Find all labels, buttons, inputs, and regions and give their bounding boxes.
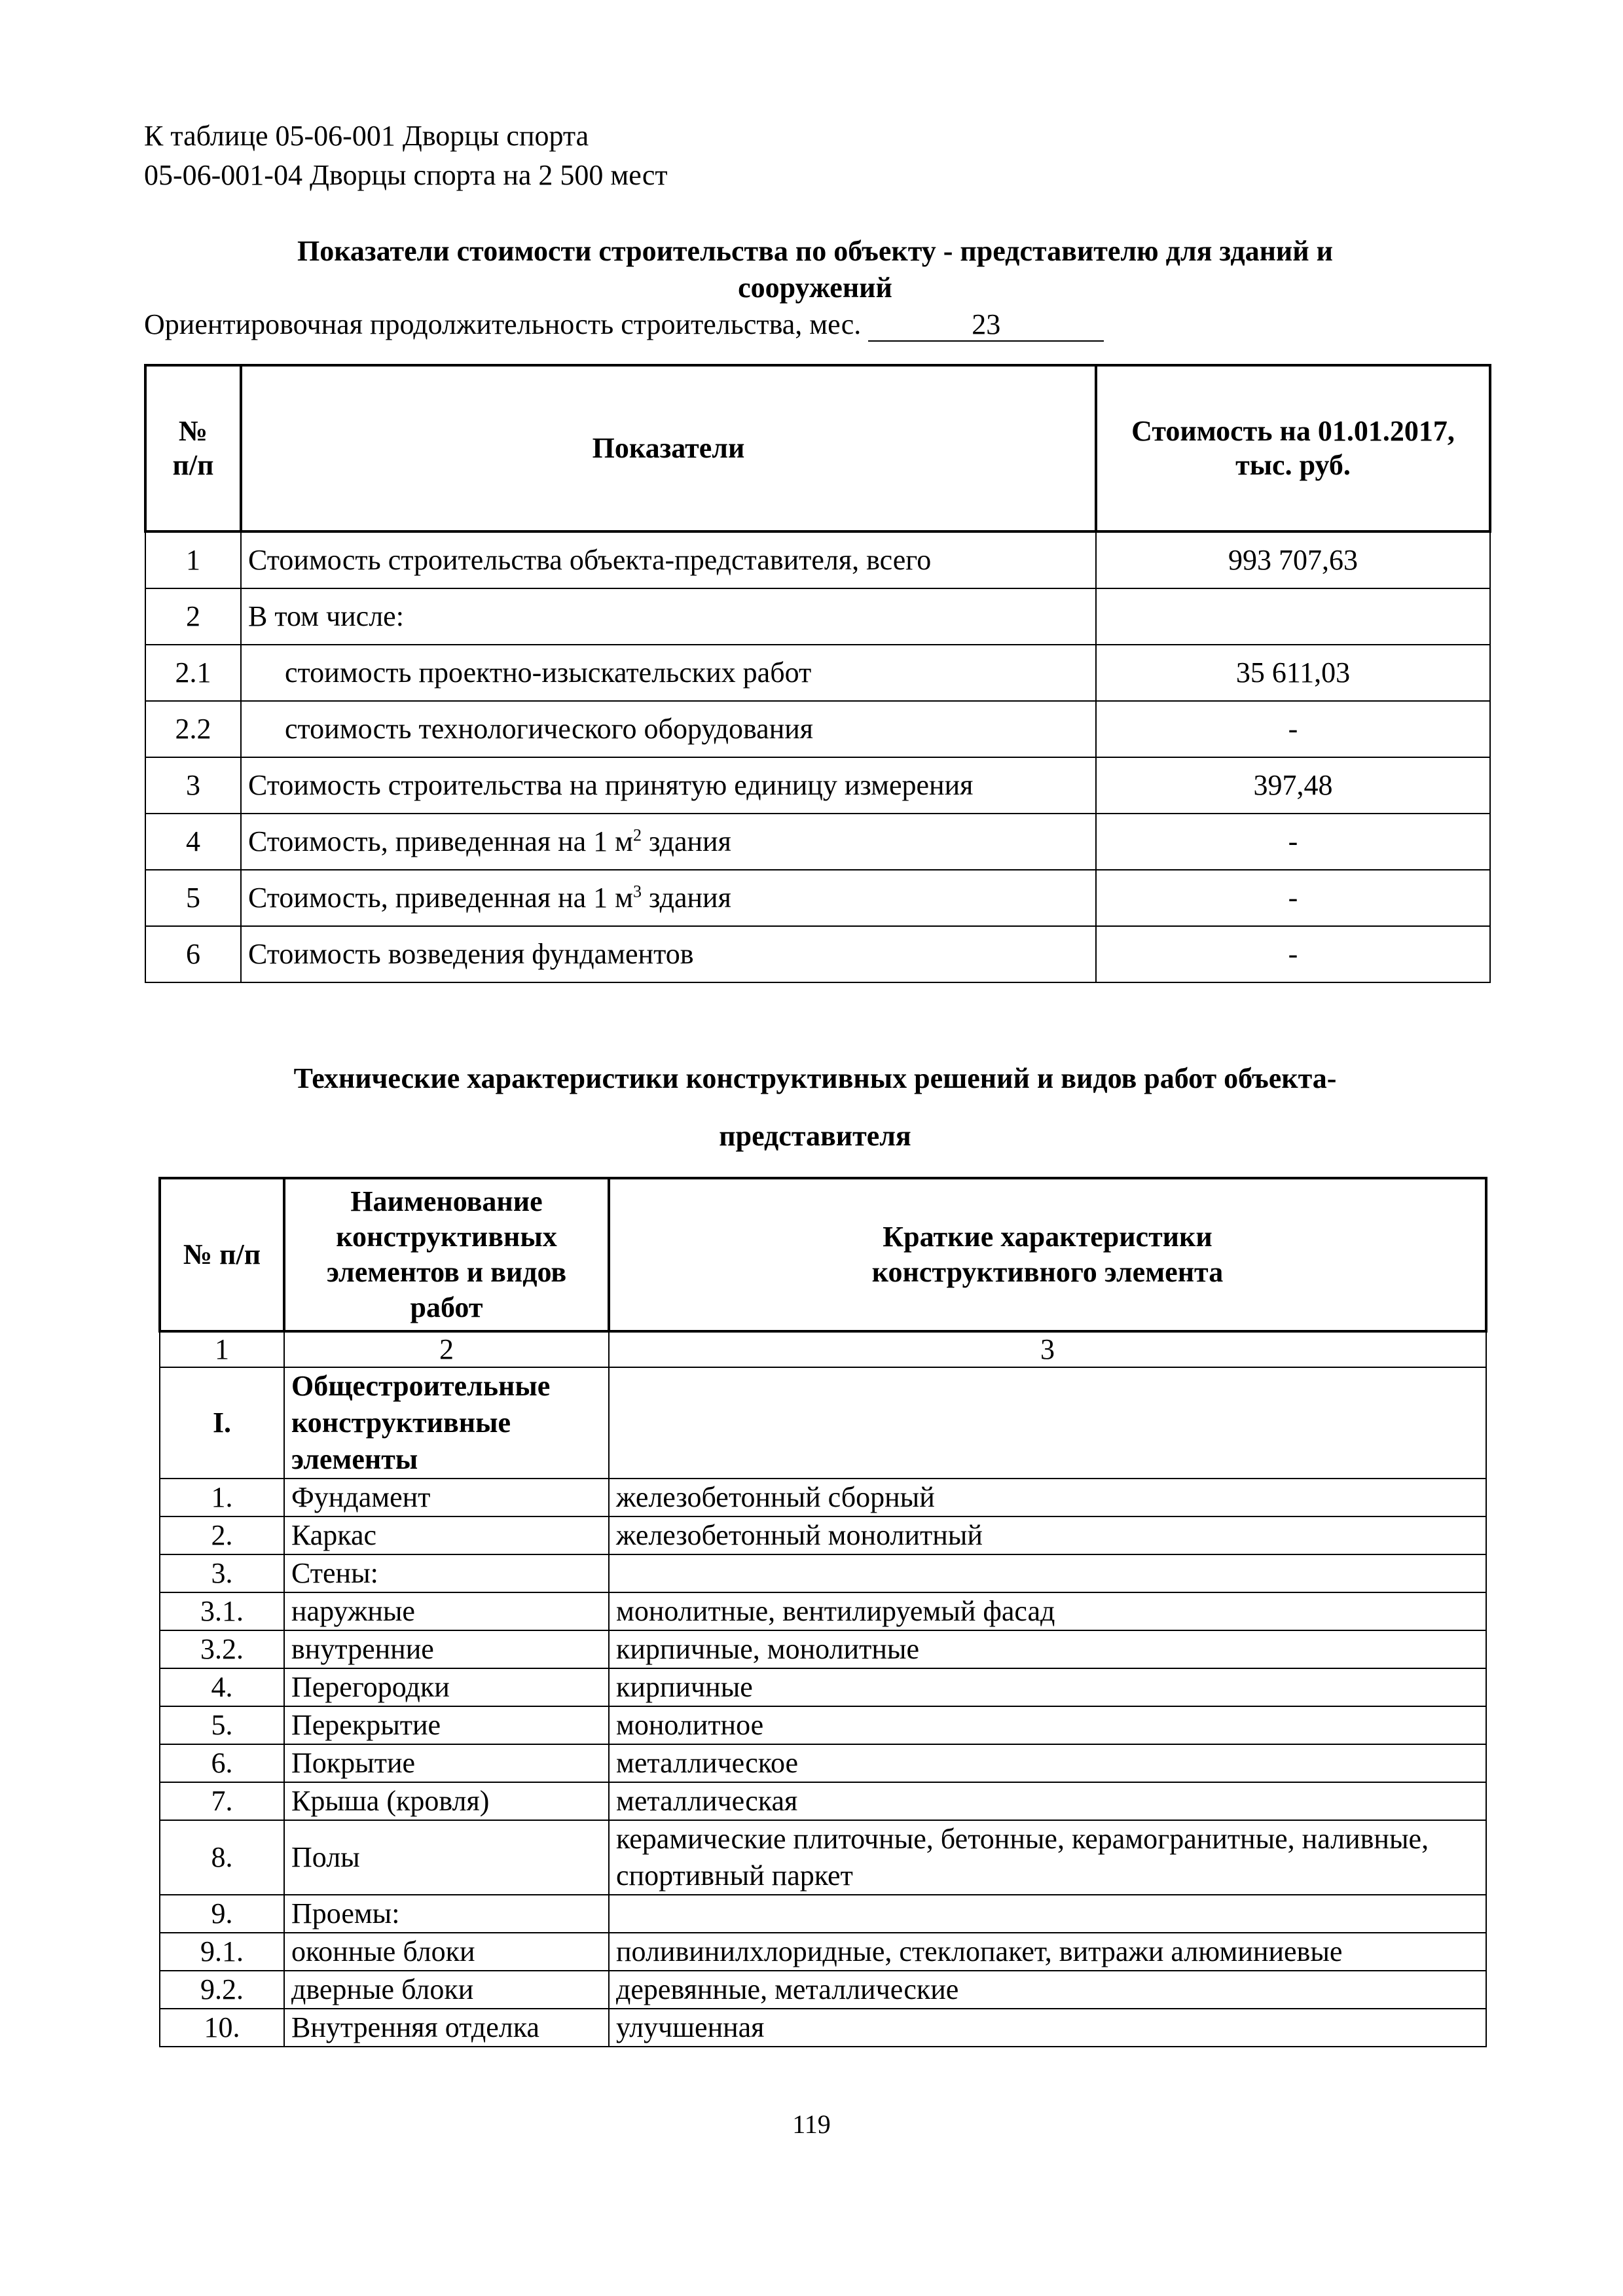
row-description: металлическое <box>609 1744 1486 1782</box>
row-element: Полы <box>284 1820 609 1895</box>
section-name: Общестроительные конструктивные элементы <box>284 1367 609 1479</box>
table-row <box>145 701 1490 757</box>
table-row <box>160 1782 1486 1820</box>
row-element: дверные блоки <box>284 1971 609 2009</box>
cost-table-header-row <box>145 365 1490 531</box>
col-header-element-name: Наименование конструктивных элементов и видов работ <box>284 1178 609 1331</box>
row-element: Крыша (кровля) <box>284 1782 609 1820</box>
row-num: 5. <box>160 1706 284 1744</box>
row-num: 3. <box>160 1554 284 1592</box>
row-label: стоимость проектно-изыскательских работ <box>241 645 1096 701</box>
table-row <box>145 870 1490 926</box>
col-header-description <box>609 1178 1486 1331</box>
row-description: железобетонный сборный <box>609 1479 1486 1516</box>
col-header-cost-line-1: Стоимость на 01.01.2017, <box>1131 415 1455 447</box>
table-row <box>160 1895 1486 1933</box>
row-label: В том числе: <box>241 588 1096 645</box>
row-value: 993 707,63 <box>1096 531 1490 588</box>
row-description: монолитные, вентилируемый фасад <box>609 1592 1486 1630</box>
row-description: керамические плиточные, бетонные, керамогранитные, наливные, спортивный паркет <box>609 1820 1486 1895</box>
duration-value: 23 <box>868 309 1104 342</box>
row-description: кирпичные, монолитные <box>609 1630 1486 1668</box>
row-label: Стоимость строительства объекта-представителя, всего <box>241 531 1096 588</box>
row-num: 2 <box>145 588 241 645</box>
row-num: 2.1 <box>145 645 241 701</box>
table-row <box>145 645 1490 701</box>
column-number: 1 <box>160 1331 284 1367</box>
column-number: 2 <box>284 1331 609 1367</box>
row-description: улучшенная <box>609 2009 1486 2047</box>
row-description: кирпичные <box>609 1668 1486 1706</box>
row-num: 9.1. <box>160 1933 284 1971</box>
header-line-2: 05-06-001-04 Дворцы спорта на 2 500 мест <box>144 159 668 191</box>
table-row <box>145 814 1490 870</box>
row-label-text: Стоимость, приведенная на 1 м <box>248 825 633 857</box>
table-row <box>160 2009 1486 2047</box>
row-element: Проемы: <box>284 1895 609 1933</box>
table-row <box>160 1971 1486 2009</box>
table-row <box>160 1933 1486 1971</box>
cost-title-line-1: Показатели стоимости строительства по объекту - представителю для зданий и <box>297 235 1333 267</box>
row-description: металлическая <box>609 1782 1486 1820</box>
row-element: Покрытие <box>284 1744 609 1782</box>
row-value: - <box>1096 701 1490 757</box>
col-header-num: № п/п <box>145 365 241 531</box>
header-line-1: К таблице 05-06-001 Дворцы спорта <box>144 120 589 152</box>
row-label-text: Стоимость, приведенная на 1 м <box>248 882 633 914</box>
table-row <box>160 1479 1486 1516</box>
section-num: I. <box>160 1367 284 1479</box>
row-value: - <box>1096 926 1490 982</box>
row-num: 2. <box>160 1516 284 1554</box>
row-label <box>241 814 1096 870</box>
section-desc <box>609 1367 1486 1479</box>
duration-label: Ориентировочная продолжительность строительства, мес. <box>144 308 862 340</box>
row-element: Фундамент <box>284 1479 609 1516</box>
row-value: - <box>1096 870 1490 926</box>
row-label-superscript: 2 <box>632 825 642 845</box>
row-description: поливинилхлоридные, стеклопакет, витражи алюминиевые <box>609 1933 1486 1971</box>
construction-duration <box>144 305 1104 344</box>
row-element: оконные блоки <box>284 1933 609 1971</box>
row-num: 6 <box>145 926 241 982</box>
row-description <box>609 1554 1486 1592</box>
row-label: Стоимость возведения фундаментов <box>241 926 1096 982</box>
row-value: 35 611,03 <box>1096 645 1490 701</box>
table-row <box>160 1630 1486 1668</box>
col-header-description-line-1: Краткие характеристики <box>883 1221 1213 1253</box>
row-element: наружные <box>284 1592 609 1630</box>
row-label: Стоимость строительства на принятую единицу измерения <box>241 757 1096 814</box>
row-element: внутренние <box>284 1630 609 1668</box>
row-label: стоимость технологического оборудования <box>241 701 1096 757</box>
tech-table-header-row <box>160 1178 1486 1331</box>
row-label <box>241 870 1096 926</box>
table-row <box>160 1668 1486 1706</box>
row-num: 5 <box>145 870 241 926</box>
row-value <box>1096 588 1490 645</box>
table-row <box>160 1554 1486 1592</box>
column-number: 3 <box>609 1331 1486 1367</box>
row-num: 4 <box>145 814 241 870</box>
table-row <box>145 926 1490 982</box>
row-num: 10. <box>160 2009 284 2047</box>
column-numbers-row <box>160 1331 1486 1367</box>
col-header-cost <box>1096 365 1490 531</box>
row-element: Перегородки <box>284 1668 609 1706</box>
row-element: Перекрытие <box>284 1706 609 1744</box>
row-num: 9.2. <box>160 1971 284 2009</box>
row-description: монолитное <box>609 1706 1486 1744</box>
table-row <box>145 531 1490 588</box>
row-num: 1. <box>160 1479 284 1516</box>
col-header-num: № п/п <box>160 1178 284 1331</box>
cost-title-line-2: сооружений <box>738 272 892 304</box>
row-num: 3.2. <box>160 1630 284 1668</box>
row-num: 7. <box>160 1782 284 1820</box>
row-description <box>609 1895 1486 1933</box>
row-num: 2.2 <box>145 701 241 757</box>
row-label-tail: здания <box>641 825 731 857</box>
cost-indicators-table <box>144 364 1491 983</box>
row-num: 3 <box>145 757 241 814</box>
table-row <box>160 1516 1486 1554</box>
row-label-superscript: 3 <box>632 882 642 901</box>
table-row <box>145 588 1490 645</box>
row-element: Каркас <box>284 1516 609 1554</box>
table-row <box>160 1820 1486 1895</box>
row-element: Стены: <box>284 1554 609 1592</box>
page-number: 119 <box>792 2109 831 2139</box>
table-row <box>160 1706 1486 1744</box>
col-header-description-line-2: конструктивного элемента <box>871 1256 1224 1288</box>
tech-title-line-2: представителя <box>719 1120 911 1152</box>
row-num: 8. <box>160 1820 284 1895</box>
row-num: 4. <box>160 1668 284 1706</box>
row-value: 397,48 <box>1096 757 1490 814</box>
col-header-indicator: Показатели <box>241 365 1096 531</box>
row-num: 6. <box>160 1744 284 1782</box>
row-description: деревянные, металлические <box>609 1971 1486 2009</box>
row-num: 3.1. <box>160 1592 284 1630</box>
row-element: Внутренняя отделка <box>284 2009 609 2047</box>
table-row <box>160 1744 1486 1782</box>
tech-title-line-1: Технические характеристики конструктивных решений и видов работ объекта- <box>293 1062 1337 1094</box>
row-value: - <box>1096 814 1490 870</box>
technical-characteristics-table <box>158 1177 1487 2047</box>
row-num: 9. <box>160 1895 284 1933</box>
col-header-cost-line-2: тыс. руб. <box>1235 449 1351 481</box>
row-label-tail: здания <box>641 882 731 914</box>
row-num: 1 <box>145 531 241 588</box>
row-description: железобетонный монолитный <box>609 1516 1486 1554</box>
table-row <box>160 1592 1486 1630</box>
section-row <box>160 1367 1486 1479</box>
table-row <box>145 757 1490 814</box>
cost-section-title <box>144 233 1486 306</box>
